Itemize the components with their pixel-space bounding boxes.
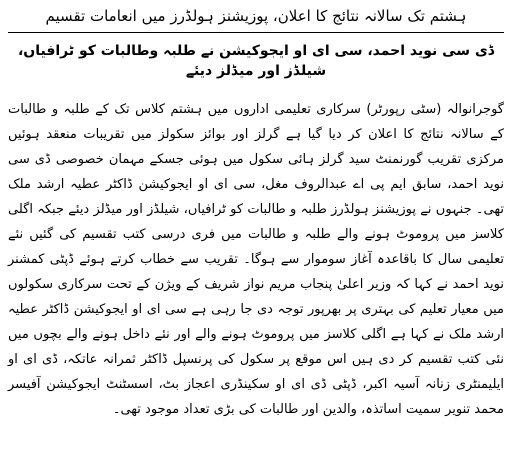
headline-divider xyxy=(8,32,504,33)
headline-main: ہشتم تک سالانہ نتائج کا اعلان، پوزیشنز ہولڈرز میں انعامات تقسیم xyxy=(45,7,467,25)
headline-sub: ڈی سی نوید احمد، سی ای او ایجوکیشن نے طلبہ وطالبات کو ٹرافیاں، شیلڈز اور میڈلز دیئے xyxy=(17,43,495,79)
article-body: گوجرانوالہ (سٹی رپورٹر) سرکاری تعلیمی اداروں میں ہشتم کلاس تک کے طلبہ و طالبات کے سالانہ نتائج کا اعلان کر دیا گیا ہے گرلز اور بوائز سکولز میں تقریبات منعقد ہوئیں مرکزی تقریب گورنمنٹ سید گرلز ہائی سکول میں ہوئی جسکے مہمان خصوصی ڈی سی نوید احمد، سابق ایم پی اے عبدالروف مغل، سی ای او ایجوکیشن ڈاکٹر عطیہ ارشد ملک تھی۔ جنہوں نے پوزیشنز ہولڈرز طلبہ و طالبات کو ٹرافیاں، شیلڈز اور میڈلز دیئے جبکہ اگلی کلاسز میں پروموٹ ہونے والے طلبہ و طالبات میں فری درسی کتب تقسیم کی گئیں نئے تعلیمی سال کا باقاعدہ آغاز سوموار سے ہوگا۔ تقریب سے خطاب کرتے ہوئے ڈپٹی کمشنر نوید احمد نے کہا کہ وزیر اعلیٰ پنجاب مریم نواز شریف کے ویژن کے تحت سرکاری سکولوں میں معیار تعلیم کی بہتری پر بھرپور توجہ دی جا رہی ہے سی ای او ایجوکیشن ڈاکٹر عطیہ ارشد ملک نے کہا ہے اگلی کلاسز میں پروموٹ ہونے والے اور نئے داخل ہونے والے بچوں میں نئی کتب تقسیم کر دی ہیں اس موقع پر سکول کی پرنسپل ڈاکٹر ثمرانہ عاتکہ، ڈی ای او ایلیمنٹری زنانہ آسیہ اکبر، ڈپٹی ڈی ای او سکینڈری اعجاز بٹ، اسسٹنٹ ایجوکیشن آفیسر محمد تنویر سمیت اساتذہ، والدین اور طالبات کی بڑی تعداد موجود تھی۔ xyxy=(8,102,504,417)
